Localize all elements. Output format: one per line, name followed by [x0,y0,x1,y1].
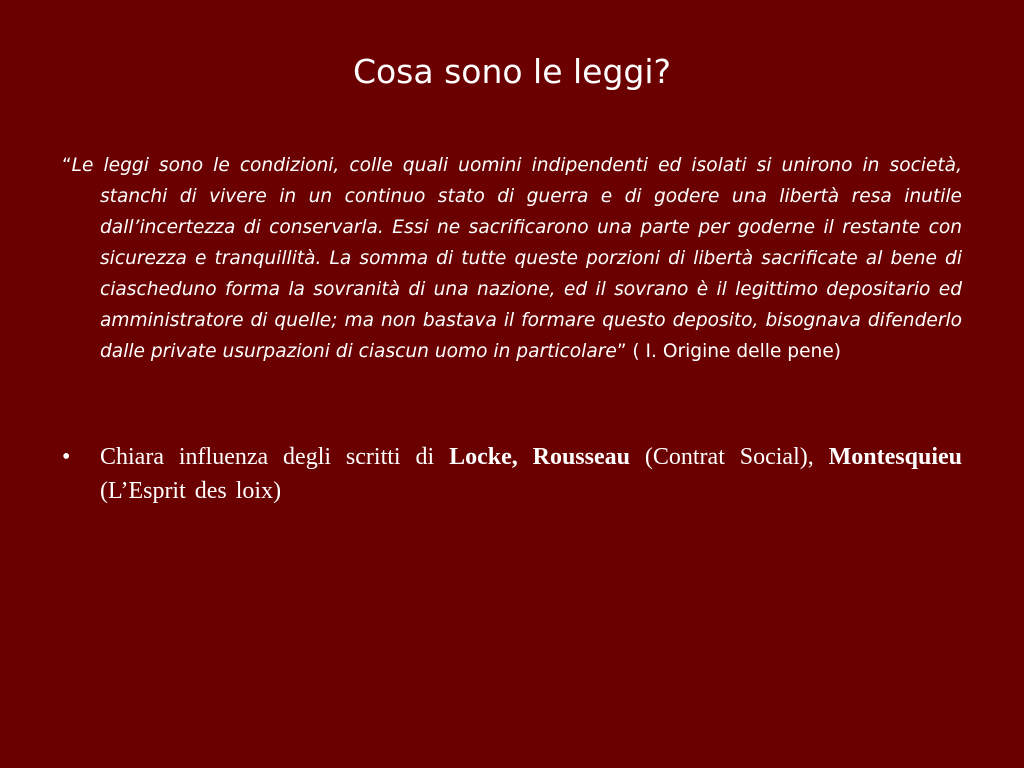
bullet-text-part2: (Contrat Social), [629,444,829,470]
slide-title: Cosa sono le leggi? [352,52,672,91]
quote-text: Le leggi sono le condizioni, colle quali uomini indipendenti ed isolati si unirono in società, stanchi di vivere in un continuo stato di guerra e di godere una libertà resa inutile dall’incertezza di conservarla. Essi ne sacrificarono una parte per goderne il restante con sicurezza e tranquillità. La somma di tutte queste porzioni di libertà sacrificate al bene di ciascheduno forma la sovranità di una nazione, ed il sovrano è il legittimo depositario ed amministratore di quelle; ma non bastava il formare questo deposito, bisognava difenderlo dalle private usurpazioni di ciascun uomo in particolare [71,155,962,362]
quote-citation: ( I. Origine delle pene) [626,341,842,362]
quote-paragraph [62,150,962,367]
bullet-dot-icon: • [62,444,71,470]
quote-open-mark: “ [62,155,72,176]
bullet-text [100,440,962,508]
quote-close-mark: ” [616,341,627,362]
bullet-text-part1: Chiara influenza degli scritti di [100,444,450,470]
bullet-authors: Locke, Rousseau [449,444,630,470]
bullet-author-montesquieu: Montesquieu [828,444,962,470]
bullet-item [62,440,962,508]
bullet-text-part3: (L’Esprit des loix) [100,478,282,504]
